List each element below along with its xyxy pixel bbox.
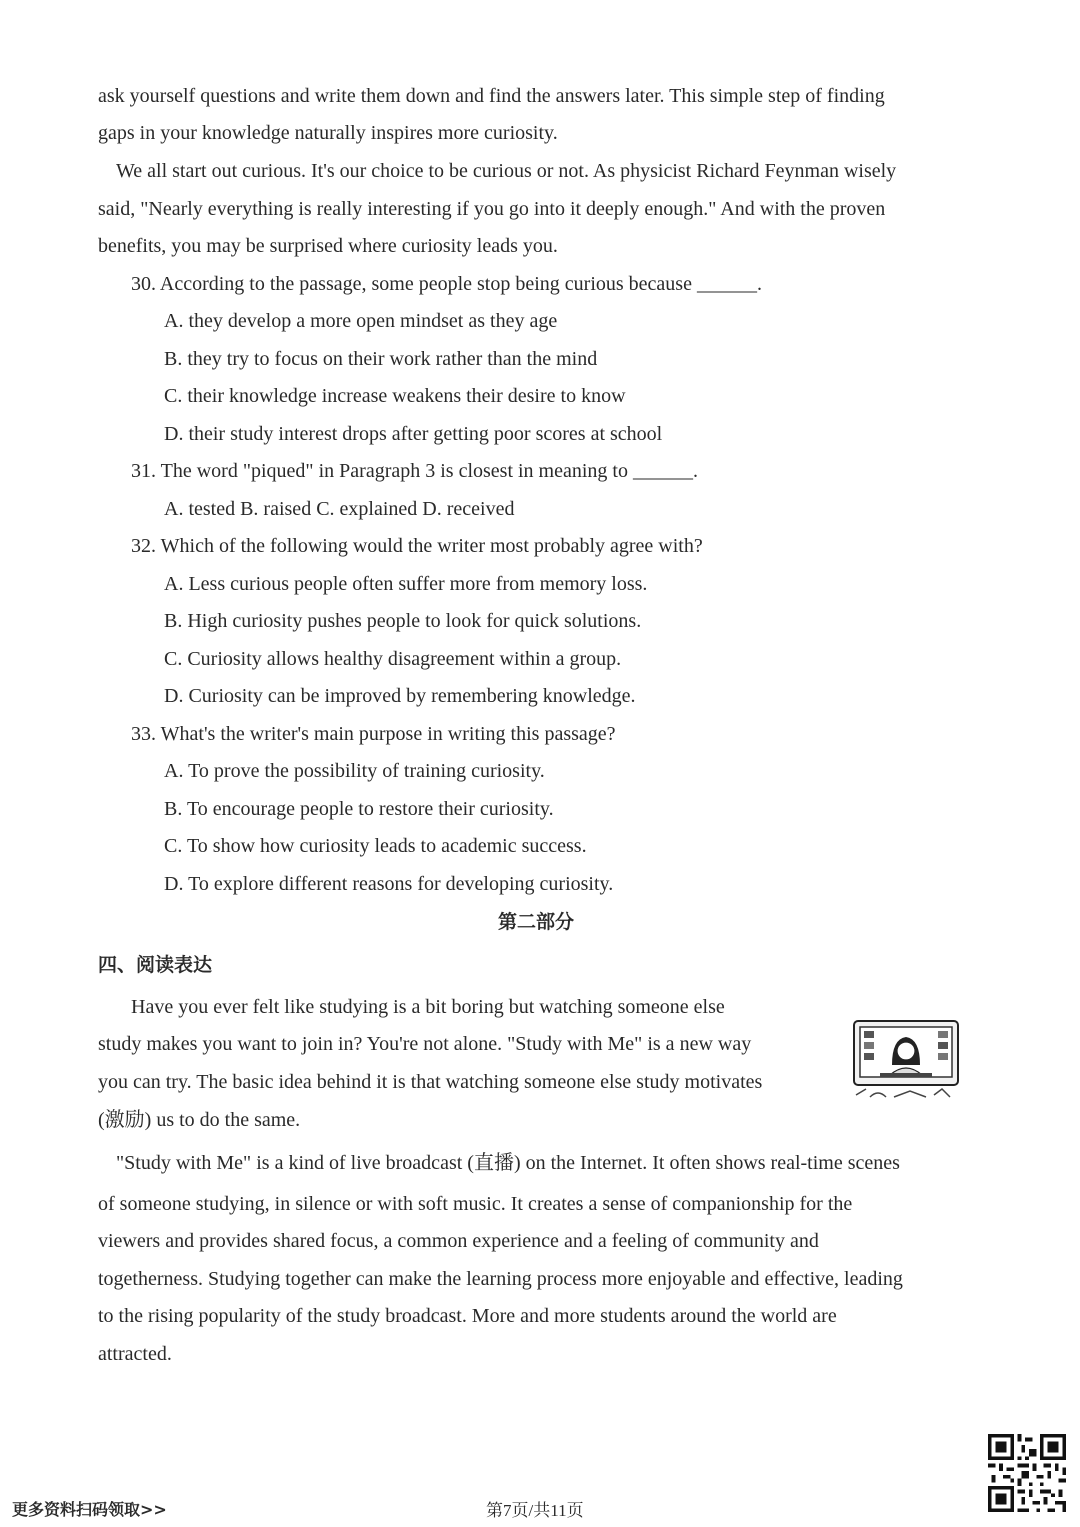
reading-line: Have you ever felt like studying is a bit boring but watching someone else [131,996,725,1018]
question-stem-32: 32. Which of the following would the writer most probably agree with? [131,535,703,557]
option-33-b: B. To encourage people to restore their curiosity. [164,798,554,820]
option-33-c: C. To show how curiosity leads to academic success. [164,835,587,857]
passage-line: We all start out curious. It's our choice to be curious or not. As physicist Richard Feynman wisely [116,160,897,182]
study-with-me-illustration-icon [850,1017,962,1103]
question-stem-30: 30. According to the passage, some people stop being curious because ______. [131,273,762,295]
reading-line: (激励) us to do the same. [98,1109,301,1131]
passage-line: said, "Nearly everything is really interesting if you go into it deeply enough." And with the proven [98,198,886,220]
passage-line: gaps in your knowledge naturally inspires more curiosity. [98,122,558,144]
qr-code-icon[interactable] [988,1434,1066,1512]
passage-line: benefits, you may be surprised where curiosity leads you. [98,235,558,257]
option-32-c: C. Curiosity allows healthy disagreement within a group. [164,648,622,670]
reading-line: attracted. [98,1343,172,1365]
page-number: 第7页/共11页 [486,1501,584,1520]
reading-line: you can try. The basic idea behind it is that watching someone else study motivates [98,1071,763,1093]
footer-promo-text: 更多资料扫码领取>> [12,1500,167,1519]
section-title: 四、阅读表达 [98,954,213,976]
option-30-c: C. their knowledge increase weakens their desire to know [164,385,626,407]
reading-line: study makes you want to join in? You're not alone. "Study with Me" is a new way [98,1033,752,1055]
option-32-d: D. Curiosity can be improved by remembering knowledge. [164,685,636,707]
option-33-d: D. To explore different reasons for developing curiosity. [164,873,614,895]
question-stem-31: 31. The word "piqued" in Paragraph 3 is closest in meaning to ______. [131,460,698,482]
question-stem-33: 33. What's the writer's main purpose in writing this passage? [131,723,616,745]
option-32-b: B. High curiosity pushes people to look for quick solutions. [164,610,642,632]
reading-line: "Study with Me" is a kind of live broadcast (直播) on the Internet. It often shows real-time scenes [116,1152,900,1174]
part-title: 第二部分 [498,911,575,933]
option-30-d: D. their study interest drops after getting poor scores at school [164,423,663,445]
option-32-a: A. Less curious people often suffer more from memory loss. [164,573,648,595]
reading-line: togetherness. Studying together can make the learning process more enjoyable and effective, leading [98,1268,903,1290]
reading-line: to the rising popularity of the study broadcast. More and more students around the world are [98,1305,837,1327]
option-31-all: A. tested B. raised C. explained D. received [164,498,515,520]
reading-line: of someone studying, in silence or with soft music. It creates a sense of companionship for the [98,1193,853,1215]
option-30-a: A. they develop a more open mindset as they age [164,310,558,332]
passage-line: ask yourself questions and write them down and find the answers later. This simple step of finding [98,85,885,107]
option-30-b: B. they try to focus on their work rather than the mind [164,348,598,370]
option-33-a: A. To prove the possibility of training curiosity. [164,760,545,782]
reading-line: viewers and provides shared focus, a common experience and a feeling of community and [98,1230,819,1252]
